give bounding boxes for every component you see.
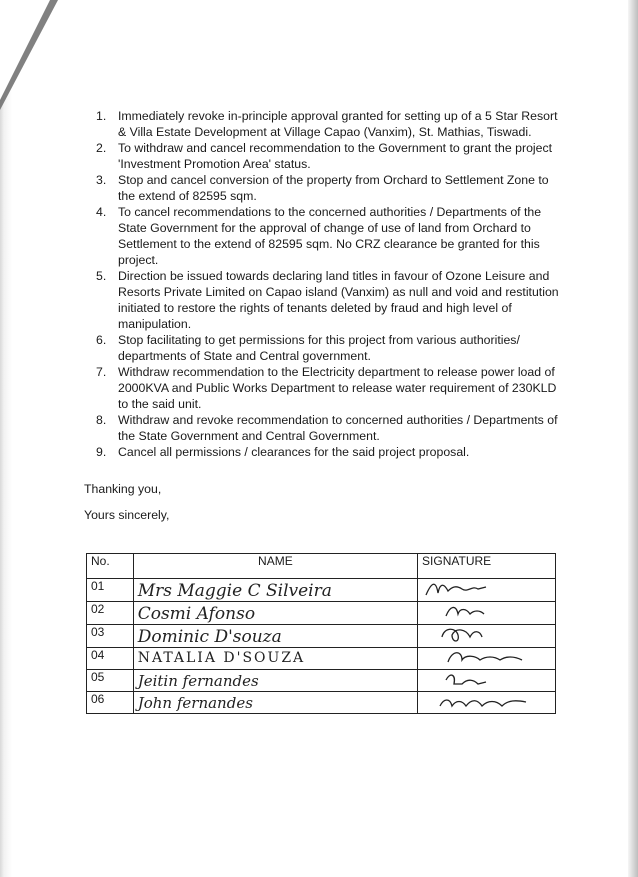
list-text: Cancel all permissions / clearances for the said project proposal. — [118, 445, 470, 459]
handwritten-name: Mrs Maggie C Silveira — [137, 581, 332, 601]
signature-scribble-icon — [422, 692, 542, 712]
table-header-row — [87, 554, 556, 579]
signature-scribble-icon — [422, 670, 542, 690]
list-text: To cancel recommendations to the concerned authorities / Departments of the State Government for the approval of change of use of land from Orchard to Settlement to the extend of 82595 sqm. No CRZ clearance be granted for this project. — [118, 205, 542, 267]
signature-scribble-icon — [422, 602, 542, 622]
list-text: Direction be issued towards declaring land titles in favour of Ozone Leisure and Resorts Private Limited on Capao island (Vanxim) as null and void and restitution initiated to restore the rights of tenants deleted by fraud and high level of manipulation. — [118, 269, 559, 331]
row-number: 01 — [87, 579, 134, 602]
row-number: 04 — [87, 648, 134, 670]
demands-list — [84, 108, 564, 460]
folded-corner-inner — [0, 0, 50, 100]
row-number: 05 — [87, 670, 134, 692]
list-item — [96, 332, 564, 364]
signature-cell — [418, 602, 556, 625]
row-number: 06 — [87, 692, 134, 714]
list-item — [96, 412, 564, 444]
list-number: 3. — [96, 173, 107, 187]
list-number: 7. — [96, 365, 107, 379]
list-item — [96, 172, 564, 204]
list-text: Immediately revoke in-principle approval granted for setting up of a 5 Star Resort & Villa Estate Development at Village Capao (Vanxim), St. Mathias, Tiswadi. — [118, 109, 558, 139]
signature-cell — [418, 670, 556, 692]
list-number: 2. — [96, 141, 107, 155]
signature-cell — [418, 625, 556, 648]
header-name: NAME — [133, 554, 417, 579]
closing-thanks: Thanking you, — [84, 482, 162, 496]
closing-yours: Yours sincerely, — [84, 508, 170, 522]
handwritten-name: Cosmi Afonso — [137, 604, 256, 624]
row-name-cell — [133, 625, 417, 648]
list-item — [96, 364, 564, 412]
page-edge-shadow — [628, 0, 638, 877]
list-number: 1. — [96, 109, 107, 123]
row-number: 03 — [87, 625, 134, 648]
list-item — [96, 108, 564, 140]
row-name-cell — [133, 579, 417, 602]
handwritten-name: NATALIA D'SOUZA — [137, 650, 306, 666]
list-text: Stop and cancel conversion of the property from Orchard to Settlement Zone to the extend of 82595 sqm. — [118, 173, 549, 203]
list-item — [96, 268, 564, 332]
list-item — [96, 204, 564, 268]
table-row — [87, 692, 556, 714]
row-name-cell — [133, 648, 417, 670]
signature-cell — [418, 579, 556, 602]
signature-cell — [418, 648, 556, 670]
signature-scribble-icon — [422, 579, 542, 599]
signature-cell — [418, 692, 556, 714]
list-item — [96, 444, 564, 460]
table-row — [87, 670, 556, 692]
list-text: Withdraw recommendation to the Electricity department to release power load of 2000KVA and Public Works Department to release water requirement of 230KLD to the said unit. — [118, 365, 557, 411]
header-no: No. — [87, 554, 134, 579]
demands-list-container — [84, 108, 564, 460]
list-number: 9. — [96, 445, 107, 459]
table-row — [87, 648, 556, 670]
handwritten-name: Jeitin fernandes — [137, 672, 259, 690]
header-signature: SIGNATURE — [418, 554, 556, 579]
row-name-cell — [133, 670, 417, 692]
row-name-cell — [133, 692, 417, 714]
table-row — [87, 625, 556, 648]
list-text: Withdraw and revoke recommendation to concerned authorities / Departments of the State Government and Central Government. — [118, 413, 558, 443]
row-name-cell — [133, 602, 417, 625]
list-number: 6. — [96, 333, 107, 347]
list-number: 4. — [96, 205, 107, 219]
handwritten-name: John fernandes — [137, 694, 253, 712]
list-number: 5. — [96, 269, 107, 283]
list-number: 8. — [96, 413, 107, 427]
handwritten-name: Dominic D'souza — [137, 627, 282, 647]
table-row — [87, 602, 556, 625]
row-number: 02 — [87, 602, 134, 625]
signature-table — [86, 553, 556, 714]
list-item — [96, 140, 564, 172]
table-row — [87, 579, 556, 602]
list-text: To withdraw and cancel recommendation to the Government to grant the project 'Investment Promotion Area' status. — [118, 141, 553, 171]
signature-scribble-icon — [422, 648, 542, 668]
signature-scribble-icon — [422, 625, 542, 645]
list-text: Stop facilitating to get permissions for this project from various authorities/ departments of State and Central government. — [118, 333, 520, 363]
